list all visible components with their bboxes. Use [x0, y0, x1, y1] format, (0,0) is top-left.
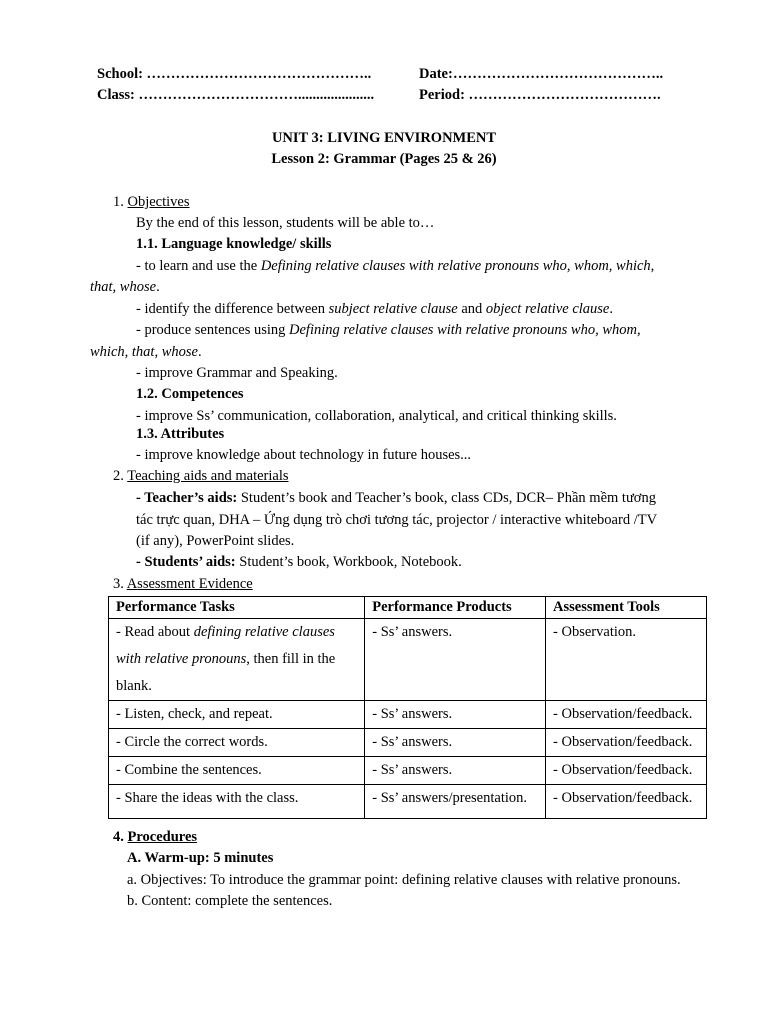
section-number: 3. — [113, 576, 124, 592]
text-italic: defining relative clauses — [193, 624, 335, 640]
competence-1: - improve Ss’ communication, collaboration, analytical, and critical thinking skills. — [136, 408, 617, 424]
text-italic: Defining relative clauses with relative pronouns who, whom, — [289, 322, 641, 338]
unit-title: UNIT 3: LIVING ENVIRONMENT — [271, 130, 497, 146]
text: - Read about — [116, 624, 194, 640]
objective-bullet-2 — [136, 300, 613, 318]
objective-bullet-4: - improve Grammar and Speaking. — [136, 365, 338, 381]
section-number: 1. — [113, 194, 124, 210]
table-row — [109, 701, 707, 729]
tool-cell: - Observation/feedback. — [546, 757, 707, 785]
warmup-content: b. Content: complete the sentences. — [127, 893, 333, 909]
section-heading: Teaching aids and materials — [127, 468, 289, 484]
table-row — [109, 785, 707, 819]
teacher-aids-line-1 — [136, 489, 656, 507]
warmup-heading: A. Warm-up: 5 minutes — [127, 850, 274, 866]
teaching-aids-heading — [113, 467, 289, 485]
column-header: Assessment Tools — [546, 597, 707, 619]
text-italic: with relative pronouns — [116, 651, 247, 667]
section-heading: Procedures — [127, 829, 198, 845]
school-field: School: ……………………………………….. — [97, 66, 372, 82]
table-header-row — [109, 597, 707, 619]
product-cell: - Ss’ answers. — [365, 619, 546, 701]
objective-bullet-3 — [136, 321, 641, 339]
section-heading: Objectives — [127, 194, 190, 210]
text: - to learn and use the — [136, 258, 261, 274]
column-header: Performance Products — [365, 597, 546, 619]
tool-cell: - Observation/feedback. — [546, 785, 707, 819]
table-row — [109, 619, 707, 701]
text-italic: subject relative clause — [328, 301, 458, 317]
text: and — [457, 301, 486, 317]
text: , then fill in the — [246, 651, 336, 667]
label: - Students’ aids: — [136, 554, 236, 570]
assessment-heading — [113, 575, 253, 593]
text-italic: Defining relative clauses with relative pronouns who, whom, which, — [260, 258, 655, 274]
table-row — [109, 729, 707, 757]
section-number: 4. — [113, 829, 124, 845]
teacher-aids-line-3: (if any), PowerPoint slides. — [136, 533, 295, 549]
objectives-intro: By the end of this lesson, students will be able to… — [136, 215, 435, 231]
text: - produce sentences using — [136, 322, 290, 338]
text: - identify the difference between — [136, 301, 329, 317]
task-cell: - Share the ideas with the class. — [109, 785, 365, 819]
task-cell: - Circle the correct words. — [109, 729, 365, 757]
task-cell: - Combine the sentences. — [109, 757, 365, 785]
objectives-heading — [113, 193, 190, 211]
tool-cell: - Observation. — [546, 619, 707, 701]
warmup-objectives: a. Objectives: To introduce the grammar point: defining relative clauses with relative pronouns. — [127, 872, 681, 888]
text-italic: object relative clause — [485, 301, 610, 317]
objective-bullet-1-cont — [90, 278, 160, 296]
text: blank. — [116, 678, 152, 694]
assessment-table — [108, 596, 707, 819]
task-cell — [109, 619, 365, 701]
text-italic: which, that, whose — [90, 344, 198, 360]
subheading-attributes: 1.3. Attributes — [136, 426, 225, 442]
tool-cell: - Observation/feedback. — [546, 729, 707, 757]
attribute-1: - improve knowledge about technology in future houses... — [136, 447, 472, 463]
table-row — [109, 757, 707, 785]
column-header: Performance Tasks — [109, 597, 365, 619]
objective-bullet-1 — [136, 257, 654, 275]
text-italic: that, whose — [90, 279, 157, 295]
procedures-heading — [113, 828, 197, 846]
text: . — [156, 279, 160, 295]
label: - Teacher’s aids: — [136, 490, 238, 506]
teacher-aids-line-2: tác trực quan, DHA – Ứng dụng trò chơi tương tác, projector / interactive whiteboard /TV — [136, 512, 658, 528]
tool-cell: - Observation/feedback. — [546, 701, 707, 729]
product-cell: - Ss’ answers. — [365, 729, 546, 757]
product-cell: - Ss’ answers/presentation. — [365, 785, 546, 819]
lesson-title: Lesson 2: Grammar (Pages 25 & 26) — [271, 151, 497, 167]
section-heading: Assessment Evidence — [126, 576, 253, 592]
section-number: 2. — [113, 468, 124, 484]
product-cell: - Ss’ answers. — [365, 757, 546, 785]
task-cell: - Listen, check, and repeat. — [109, 701, 365, 729]
text: Student’s book, Workbook, Notebook. — [235, 554, 462, 570]
text: . — [609, 301, 613, 317]
text: Student’s book and Teacher’s book, class CDs, DCR– Phần mềm tương — [237, 490, 656, 506]
subheading-competences: 1.2. Competences — [136, 386, 244, 402]
product-cell: - Ss’ answers. — [365, 701, 546, 729]
period-field: Period: …………………………………. — [419, 87, 661, 103]
text: . — [197, 344, 202, 360]
student-aids-line — [136, 553, 462, 571]
objective-bullet-3-cont — [90, 343, 202, 361]
class-field: Class: ……………………………..................... — [97, 87, 375, 103]
subheading-language: 1.1. Language knowledge/ skills — [136, 236, 332, 252]
date-field: Date:…………………………………….. — [419, 66, 664, 82]
